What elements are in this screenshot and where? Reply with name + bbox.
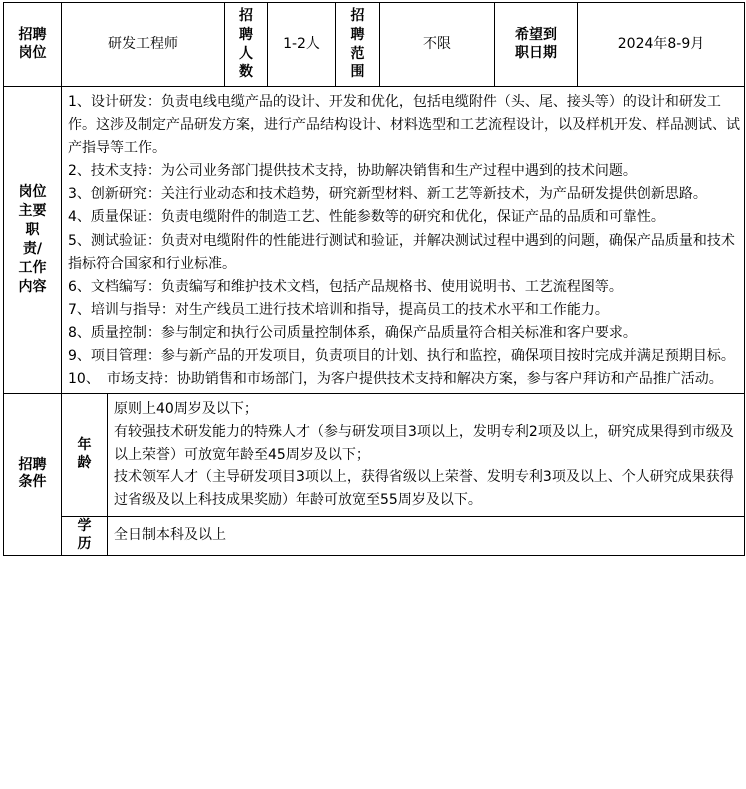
position-label: 招聘岗位 bbox=[18, 27, 47, 61]
duty-item-6: 6、文档编写：负责编写和维护技术文档，包括产品规格书、使用说明书、工艺流程图等。 bbox=[68, 278, 623, 295]
headcount-value: 1-2人 bbox=[268, 3, 336, 87]
duties-label-cell bbox=[4, 87, 62, 394]
scope-label-cell bbox=[336, 3, 380, 87]
duty-item-3: 3、创新研究：关注行业动态和技术趋势，研究新型材料、新工艺等新技术，为产品研发提供创新思路。 bbox=[68, 186, 707, 203]
duty-item-1: 1、设计研发：负责电线电缆产品的设计、开发和优化，包括电缆附件（头、尾、接头等）的设计和研发工作。这涉及制定产品研发方案，进行产品结构设计、材料选型和工艺流程设计，以及样机开发、样品测试、试产指导等工作。 bbox=[68, 94, 740, 157]
edu-label-cell bbox=[62, 516, 108, 555]
age-requirement-1: 原则上40周岁及以下； bbox=[114, 401, 258, 418]
scope-value: 不限 bbox=[380, 3, 495, 87]
duty-item-7: 7、培训与指导：对生产线员工进行技术培训和指导，提高员工的技术水平和工作能力。 bbox=[68, 301, 609, 318]
duties-row bbox=[4, 87, 745, 394]
duties-content bbox=[62, 87, 745, 394]
headcount-label-cell bbox=[225, 3, 268, 87]
education-row bbox=[4, 516, 745, 555]
duty-item-10: 10、 市场支持：协助销售和市场部门，为客户提供技术支持和解决方案，参与客户拜访和产品推广活动。 bbox=[68, 371, 723, 388]
recruitment-table bbox=[3, 2, 745, 556]
duties-label: 岗位主要职责/工作内容 bbox=[18, 184, 47, 295]
age-label-cell bbox=[62, 394, 108, 516]
position-value: 研发工程师 bbox=[62, 3, 225, 87]
position-label-cell bbox=[4, 3, 62, 87]
duty-item-5: 5、测试验证：负责对电缆附件的性能进行测试和验证，并解决测试过程中遇到的问题，确保产品质量和技术指标符合国家和行业标准。 bbox=[68, 232, 735, 272]
start-value: 2024年8-9月 bbox=[578, 3, 745, 87]
requirements-label-cell bbox=[4, 394, 62, 555]
age-requirement-2: 有较强技术研发能力的特殊人才（参与研发项目3项以上，发明专利2项及以上，研究成果得到市级及以上荣誉）可放宽年龄至45周岁及以下； bbox=[114, 423, 734, 463]
start-label-cell bbox=[495, 3, 578, 87]
duty-item-4: 4、质量保证：负责电缆附件的制造工艺、性能参数等的研究和优化，保证产品的品质和可靠性。 bbox=[68, 209, 665, 226]
age-label: 年龄 bbox=[77, 437, 92, 471]
header-row bbox=[4, 3, 745, 87]
edu-value: 全日制本科及以上 bbox=[108, 516, 745, 555]
age-row bbox=[4, 394, 745, 516]
duty-item-9: 9、项目管理：参与新产品的开发项目，负责项目的计划、执行和监控，确保项目按时完成并满足预期目标。 bbox=[68, 348, 735, 365]
duty-item-8: 8、质量控制：参与制定和执行公司质量控制体系，确保产品质量符合相关标准和客户要求。 bbox=[68, 324, 637, 341]
headcount-label: 招聘人数 bbox=[238, 7, 253, 81]
requirements-label: 招聘条件 bbox=[18, 456, 47, 491]
duty-item-2: 2、技术支持：为公司业务部门提供技术支持，协助解决销售和生产过程中遇到的技术问题。 bbox=[68, 163, 637, 180]
edu-label: 学历 bbox=[77, 518, 92, 552]
age-requirements bbox=[108, 394, 745, 516]
age-requirement-3: 技术领军人才（主导研发项目3项以上，获得省级以上荣誉、发明专利3项及以上、个人研究成果获得过省级及以上科技成果奖励）年龄可放宽至55周岁及以下。 bbox=[114, 469, 734, 508]
scope-label: 招聘范围 bbox=[350, 7, 365, 81]
start-label: 希望到职日期 bbox=[514, 27, 557, 61]
